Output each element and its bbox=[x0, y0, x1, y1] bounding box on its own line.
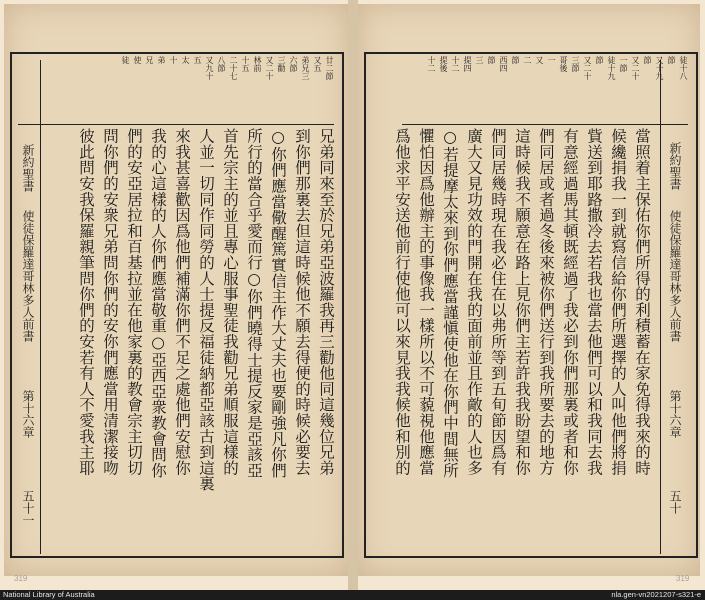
left-page-header: 使徒保羅達哥林多人前書 bbox=[21, 210, 35, 342]
margin-note: 又 bbox=[535, 56, 544, 64]
left-page-margin bbox=[14, 60, 41, 554]
text-column: 廣大又見功效的門開在我的面前並且作敵的人也多 bbox=[465, 128, 483, 476]
margin-note: 五 bbox=[193, 56, 202, 64]
text-column: 懼怕因爲他辦主的事像我一樣所以不可藐視他應當 bbox=[417, 128, 435, 476]
margin-note: 節 bbox=[487, 56, 496, 64]
right-chapter: 第十六章 bbox=[668, 390, 682, 438]
margin-note: 節 bbox=[667, 56, 676, 64]
left-page-notes bbox=[18, 56, 334, 125]
pencil-mark-left: 319 bbox=[14, 574, 28, 583]
archive-footer bbox=[0, 590, 705, 600]
margin-note: 徒 bbox=[121, 56, 130, 64]
margin-note: 又二十 bbox=[583, 56, 592, 80]
text-column: 有意經過馬其頓既經過了我必到你們那裏或者和你 bbox=[561, 128, 579, 476]
text-column: 到你們那裏去但這時候他不願去得便的時候必要去 bbox=[293, 128, 311, 476]
margin-note: 又二十 bbox=[265, 56, 274, 80]
margin-note: 十五 bbox=[241, 56, 250, 72]
margin-note: 西四 bbox=[499, 56, 508, 72]
text-column: ○若提摩太來到你們應當謹愼使他在你們中間無所 bbox=[441, 128, 459, 479]
margin-note: 十二 bbox=[427, 56, 436, 72]
margin-note: 又二十 bbox=[631, 56, 640, 80]
margin-note: 十二 bbox=[451, 56, 460, 72]
right-book-title: 新約聖書 bbox=[668, 142, 682, 190]
margin-note: 八節 bbox=[217, 56, 226, 72]
text-column: 們的安亞居拉和百基拉並在他家裏的教會宗主切切 bbox=[125, 128, 143, 476]
right-page-notes bbox=[402, 56, 688, 125]
margin-note: 三勸 bbox=[277, 56, 286, 72]
margin-note: 又九十 bbox=[205, 56, 214, 80]
margin-note: 徒十八 bbox=[679, 56, 688, 80]
margin-note: 十 bbox=[169, 56, 178, 64]
text-column: 彼此問安我保羅親筆問你們的安若有人不愛我主耶 bbox=[77, 128, 95, 476]
right-page-number: 五十 bbox=[668, 490, 682, 514]
margin-note: 兄 bbox=[145, 56, 154, 64]
margin-note: 太 bbox=[181, 56, 190, 64]
margin-note: 節 bbox=[643, 56, 652, 64]
margin-note: 提四 bbox=[463, 56, 472, 72]
right-page-header: 使徒保羅達哥林多人前書 bbox=[668, 210, 682, 342]
text-column: 人並一切同作同勞的人士提反福徒納都亞該古到這裏 bbox=[197, 128, 215, 492]
margin-note: 又五 bbox=[313, 56, 322, 72]
margin-note: 弟 bbox=[157, 56, 166, 64]
text-column: 問你們的安衆兄弟問你們的安你們應當用清潔接吻 bbox=[101, 128, 119, 476]
margin-note: 三 bbox=[475, 56, 484, 64]
text-column: 這時候我不願意在路上見你們主若許我我盼望和你 bbox=[513, 128, 531, 476]
right-page bbox=[358, 4, 700, 576]
margin-note: 一節 bbox=[619, 56, 628, 72]
text-column: 們同居幾時現在我必住在以弗所等到五旬節因爲有 bbox=[489, 128, 507, 476]
book-gutter bbox=[348, 0, 358, 590]
margin-note: 節 bbox=[595, 56, 604, 64]
left-chapter: 第十六章 bbox=[21, 390, 35, 438]
text-column: 候纔捐我一到就寫信給你們所選擇的人叫他們將捐 bbox=[609, 128, 627, 476]
margin-note: 弟兄三 bbox=[301, 56, 310, 80]
text-column: 爲他求平安送他前行使他可以來見我我候他和別的 bbox=[393, 128, 411, 476]
margin-note: 節 bbox=[511, 56, 520, 64]
right-page-body bbox=[366, 128, 654, 548]
margin-note: 廿二節 bbox=[325, 56, 334, 80]
left-page-number: 五十一 bbox=[21, 490, 35, 526]
margin-note: 二十七 bbox=[229, 56, 238, 80]
left-book-title: 新約聖書 bbox=[21, 144, 35, 192]
text-column: 兄弟同來至於兄弟亞波羅我再三勸他同這幾位兄弟 bbox=[317, 128, 335, 476]
text-column: 所行的當合乎愛而行○你們曉得士提反家是亞該亞 bbox=[245, 128, 263, 479]
left-page bbox=[4, 4, 348, 576]
margin-note: 又十九 bbox=[655, 56, 664, 80]
text-column: 們同居或者過冬後來被你們送行到我所要去的地方 bbox=[537, 128, 555, 476]
text-column: 當照着主保佑你們所得的利積蓄在家免得我來的時 bbox=[633, 128, 651, 476]
margin-note: 哥後 bbox=[559, 56, 568, 72]
text-column: 貲送到耶路撒冷去若我也當去他們可以和我同去我 bbox=[585, 128, 603, 476]
right-page-margin bbox=[660, 60, 691, 554]
margin-note: 一 bbox=[547, 56, 556, 64]
footer-identifier: nla.gen-vn2021207-s321-e bbox=[611, 590, 701, 599]
text-column: 首先宗主的並且專心服事聖徒我勸兄弟順服這樣的 bbox=[221, 128, 239, 476]
footer-library: National Library of Australia bbox=[3, 590, 95, 599]
margin-note: 三節 bbox=[571, 56, 580, 72]
margin-note: 提後 bbox=[439, 56, 448, 72]
margin-note: 徒十九 bbox=[607, 56, 616, 80]
pencil-mark-right: 319 bbox=[676, 574, 690, 583]
left-page-body bbox=[50, 128, 338, 548]
margin-note: 二 bbox=[523, 56, 532, 64]
text-column: 我的心這樣的人你們應當敬重○亞西亞衆教會問你 bbox=[149, 128, 167, 479]
margin-note: 使 bbox=[133, 56, 142, 64]
margin-note: 林前 bbox=[253, 56, 262, 72]
margin-note: 六節 bbox=[289, 56, 298, 72]
text-column: 來我甚喜歡因爲他們補滿你們不足之處他們安慰你 bbox=[173, 128, 191, 476]
text-column: ○你們應當儆醒篤實信主作大丈夫也要剛強凡你們 bbox=[269, 128, 287, 479]
